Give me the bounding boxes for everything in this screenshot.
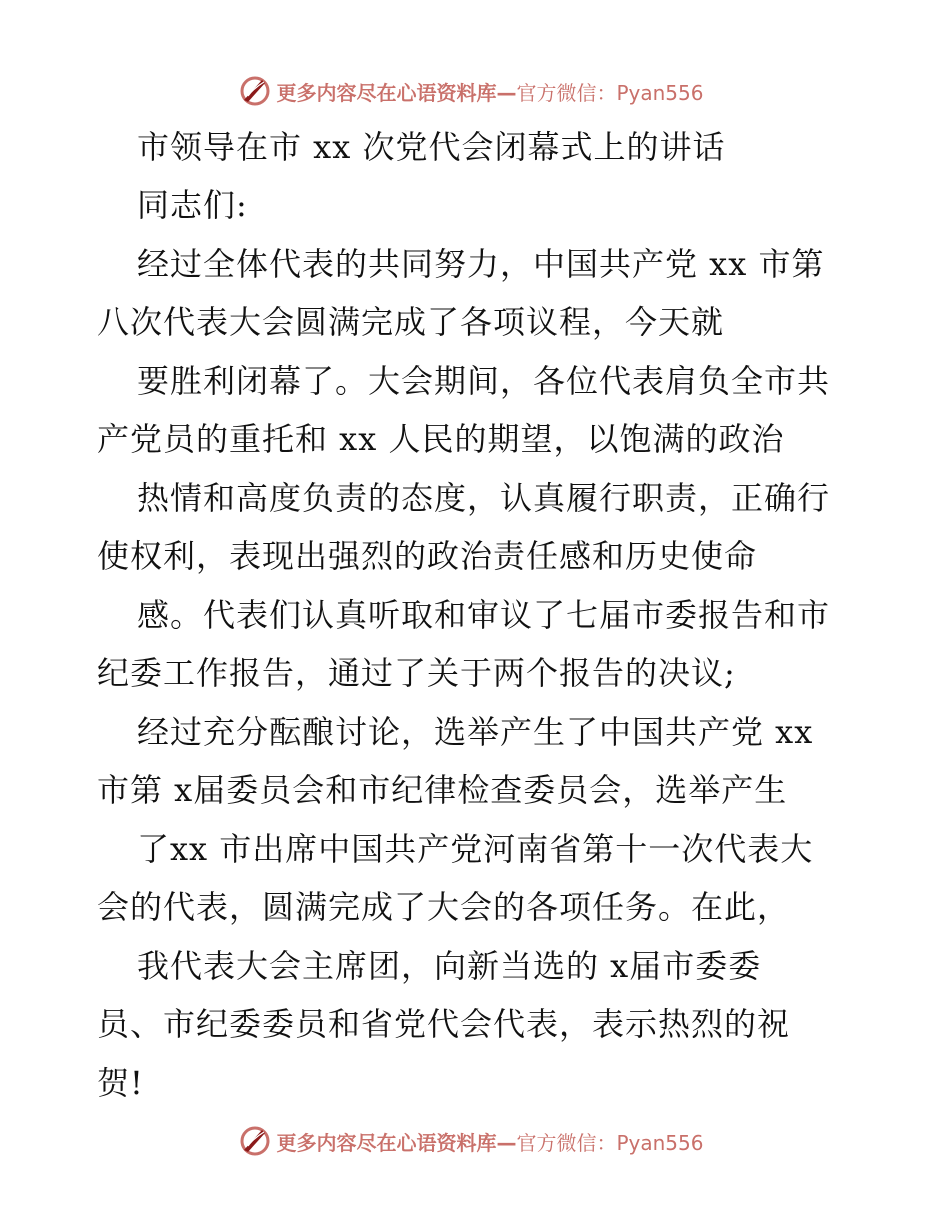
text-line: 会的代表，圆满完成了大会的各项任务。在此， — [97, 888, 791, 926]
text-line: 要胜利闭幕了。大会期间，各位代表肩负全市共 — [137, 362, 831, 400]
text-line: 了xx 市出席中国共产党河南省第十一次代表大 — [137, 830, 814, 868]
quill-logo-icon — [238, 1124, 272, 1158]
text-line: 热情和高度负责的态度，认真履行职责，正确行 — [137, 479, 831, 517]
text-line: 同志们: — [137, 186, 248, 224]
header-banner-text: 更多内容尽在心语资料库—官方微信：Pyan556 — [276, 80, 704, 105]
text-line: 市第 x届委员会和市纪律检查委员会，选举产生 — [97, 771, 788, 809]
text-line: 经过全体代表的共同努力，中国共产党 xx 市第 — [137, 245, 825, 283]
text-line: 贺! — [97, 1064, 144, 1102]
text-line: 员、市纪委委员和省党代会代表，表示热烈的祝 — [97, 1005, 791, 1043]
footer-wechat-text: 官方微信：Pyan556 — [516, 1130, 704, 1155]
text-line: 八次代表大会圆满完成了各项议程，今天就 — [97, 303, 725, 341]
text-line: 产党员的重托和 xx 人民的期望，以饱满的政治 — [97, 420, 785, 458]
header-wechat-text: 官方微信：Pyan556 — [516, 80, 704, 105]
quill-logo-icon — [238, 74, 272, 108]
footer-banner-text: 更多内容尽在心语资料库—官方微信：Pyan556 — [276, 1130, 704, 1155]
text-line: 纪委工作报告，通过了关于两个报告的决议; — [97, 654, 736, 692]
document-title: 市领导在市 xx 次党代会闭幕式上的讲话 — [137, 128, 726, 166]
text-line: 使权利，表现出强烈的政治责任感和历史使命 — [97, 537, 758, 575]
text-line: 我代表大会主席团，向新当选的 x届市委委 — [137, 947, 762, 985]
text-line: 感。代表们认真听取和审议了七届市委报告和市 — [137, 596, 831, 634]
footer-banner — [0, 1121, 950, 1161]
header-banner — [0, 71, 950, 111]
text-line: 经过充分酝酿讨论，选举产生了中国共产党 xx — [137, 713, 814, 751]
